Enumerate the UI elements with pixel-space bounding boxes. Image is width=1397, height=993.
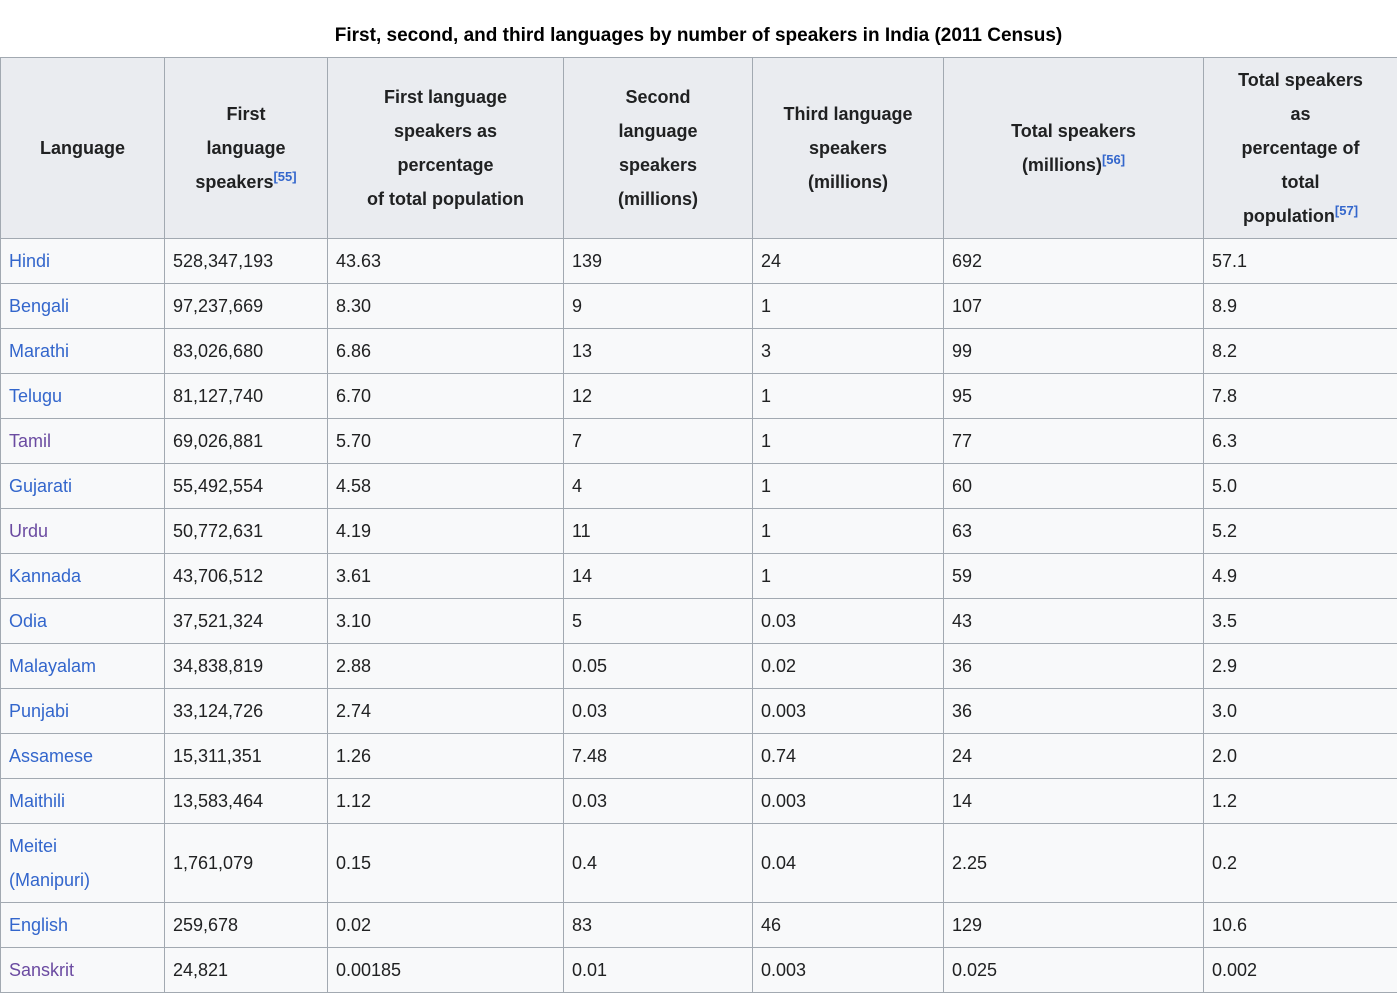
language-link[interactable]: [9, 341, 69, 361]
language-cell: [1, 464, 165, 509]
table-row: [1, 903, 1397, 948]
language-cell: [1, 824, 165, 903]
language-link-line: Telugu: [9, 386, 62, 406]
language-link-line: Marathi: [9, 341, 69, 361]
table-row: [1, 374, 1397, 419]
table-row: [1, 599, 1397, 644]
data-cell-total-speakers-percentage: 5.0: [1204, 464, 1397, 509]
language-link[interactable]: [9, 476, 72, 496]
data-cell-total-speakers: 59: [944, 554, 1204, 599]
data-cell-third-language-speakers: 0.02: [753, 644, 944, 689]
data-cell-first-language-speakers-percentage: 3.10: [328, 599, 564, 644]
data-cell-total-speakers: 24: [944, 734, 1204, 779]
language-link-line: Maithili: [9, 791, 65, 811]
table-row: [1, 419, 1397, 464]
data-cell-total-speakers: 63: [944, 509, 1204, 554]
data-cell-total-speakers-percentage: 5.2: [1204, 509, 1397, 554]
data-cell-total-speakers: 36: [944, 689, 1204, 734]
data-cell-total-speakers-percentage: 6.3: [1204, 419, 1397, 464]
header-line: (millions): [572, 182, 744, 216]
language-cell: [1, 644, 165, 689]
data-cell-first-language-speakers: 34,838,819: [165, 644, 328, 689]
data-cell-third-language-speakers: 0.003: [753, 779, 944, 824]
language-cell: [1, 239, 165, 284]
language-link-line: Hindi: [9, 251, 50, 271]
data-cell-second-language-speakers: 7: [564, 419, 753, 464]
data-cell-second-language-speakers: 0.03: [564, 779, 753, 824]
language-cell: [1, 374, 165, 419]
language-link[interactable]: [9, 386, 62, 406]
language-cell: [1, 329, 165, 374]
data-cell-total-speakers: 129: [944, 903, 1204, 948]
data-cell-first-language-speakers: 83,026,680: [165, 329, 328, 374]
data-cell-third-language-speakers: 1: [753, 509, 944, 554]
data-cell-first-language-speakers-percentage: 43.63: [328, 239, 564, 284]
header-row: [1, 58, 1397, 239]
language-cell: [1, 779, 165, 824]
data-cell-total-speakers-percentage: 4.9: [1204, 554, 1397, 599]
language-link[interactable]: [9, 656, 96, 676]
data-cell-second-language-speakers: 13: [564, 329, 753, 374]
table-row: [1, 329, 1397, 374]
table-row: [1, 554, 1397, 599]
data-cell-second-language-speakers: 139: [564, 239, 753, 284]
data-cell-total-speakers-percentage: 0.2: [1204, 824, 1397, 903]
data-cell-first-language-speakers: 1,761,079: [165, 824, 328, 903]
table-header: [1, 58, 1397, 239]
language-link-line: Bengali: [9, 296, 69, 316]
data-cell-first-language-speakers-percentage: 0.00185: [328, 948, 564, 993]
data-cell-first-language-speakers-percentage: 1.12: [328, 779, 564, 824]
data-cell-third-language-speakers: 0.04: [753, 824, 944, 903]
reference-link[interactable]: [57]: [1335, 203, 1358, 218]
data-cell-third-language-speakers: 1: [753, 464, 944, 509]
data-cell-total-speakers-percentage: 57.1: [1204, 239, 1397, 284]
data-cell-first-language-speakers-percentage: 5.70: [328, 419, 564, 464]
page: [0, 25, 1397, 993]
language-link[interactable]: [9, 296, 69, 316]
data-cell-third-language-speakers: 46: [753, 903, 944, 948]
data-cell-total-speakers: 95: [944, 374, 1204, 419]
data-cell-first-language-speakers-percentage: 4.19: [328, 509, 564, 554]
language-link[interactable]: [9, 746, 93, 766]
header-line: speakers: [761, 131, 935, 165]
data-cell-second-language-speakers: 0.01: [564, 948, 753, 993]
column-header-language: [1, 58, 165, 239]
language-link[interactable]: [9, 251, 50, 271]
table-row: [1, 644, 1397, 689]
data-cell-total-speakers: 0.025: [944, 948, 1204, 993]
data-cell-total-speakers-percentage: 8.9: [1204, 284, 1397, 329]
data-cell-second-language-speakers: 0.05: [564, 644, 753, 689]
languages-table: [0, 57, 1397, 993]
data-cell-first-language-speakers-percentage: 6.86: [328, 329, 564, 374]
language-link-line: Gujarati: [9, 476, 72, 496]
data-cell-second-language-speakers: 5: [564, 599, 753, 644]
header-line: percentage: [336, 148, 555, 182]
table-row: [1, 824, 1397, 903]
header-line: of total population: [336, 182, 555, 216]
column-header-third-language-speakers: [753, 58, 944, 239]
language-link[interactable]: [9, 915, 68, 935]
table-caption: First, second, and third languages by number of speakers in India (2011 Census): [0, 25, 1397, 47]
data-cell-second-language-speakers: 0.4: [564, 824, 753, 903]
data-cell-first-language-speakers: 81,127,740: [165, 374, 328, 419]
language-link[interactable]: [9, 566, 81, 586]
data-cell-first-language-speakers: 528,347,193: [165, 239, 328, 284]
data-cell-first-language-speakers: 97,237,669: [165, 284, 328, 329]
data-cell-second-language-speakers: 11: [564, 509, 753, 554]
language-cell: [1, 419, 165, 464]
data-cell-third-language-speakers: 0.74: [753, 734, 944, 779]
data-cell-second-language-speakers: 4: [564, 464, 753, 509]
language-cell: [1, 734, 165, 779]
data-cell-second-language-speakers: 9: [564, 284, 753, 329]
header-line: as: [1212, 97, 1389, 131]
language-link[interactable]: [9, 836, 90, 890]
header-line: First: [173, 97, 319, 131]
data-cell-third-language-speakers: 1: [753, 419, 944, 464]
header-line: (millions): [761, 165, 935, 199]
data-cell-total-speakers-percentage: 2.9: [1204, 644, 1397, 689]
data-cell-total-speakers-percentage: 0.002: [1204, 948, 1397, 993]
data-cell-third-language-speakers: 24: [753, 239, 944, 284]
language-link-line: English: [9, 915, 68, 935]
data-cell-total-speakers: 60: [944, 464, 1204, 509]
header-line: Total speakers: [952, 114, 1195, 148]
language-link[interactable]: [9, 521, 48, 541]
data-cell-total-speakers: 43: [944, 599, 1204, 644]
data-cell-first-language-speakers: 55,492,554: [165, 464, 328, 509]
header-line: language: [572, 114, 744, 148]
data-cell-first-language-speakers-percentage: 0.02: [328, 903, 564, 948]
header-line: speakers: [572, 148, 744, 182]
data-cell-first-language-speakers-percentage: 3.61: [328, 554, 564, 599]
header-line: speakers[55]: [173, 165, 319, 199]
reference-link[interactable]: [56]: [1102, 152, 1125, 167]
data-cell-total-speakers-percentage: 3.5: [1204, 599, 1397, 644]
data-cell-total-speakers-percentage: 1.2: [1204, 779, 1397, 824]
data-cell-first-language-speakers-percentage: 6.70: [328, 374, 564, 419]
data-cell-first-language-speakers-percentage: 1.26: [328, 734, 564, 779]
language-link-line: (Manipuri): [9, 870, 90, 890]
language-cell: [1, 599, 165, 644]
data-cell-total-speakers: 77: [944, 419, 1204, 464]
header-line: (millions)[56]: [952, 148, 1195, 182]
data-cell-third-language-speakers: 1: [753, 554, 944, 599]
data-cell-first-language-speakers: 43,706,512: [165, 554, 328, 599]
language-link[interactable]: [9, 431, 51, 451]
data-cell-first-language-speakers: 13,583,464: [165, 779, 328, 824]
data-cell-second-language-speakers: 7.48: [564, 734, 753, 779]
table-row: [1, 948, 1397, 993]
data-cell-third-language-speakers: 0.003: [753, 689, 944, 734]
table-row: [1, 779, 1397, 824]
data-cell-total-speakers: 107: [944, 284, 1204, 329]
language-link-line: Urdu: [9, 521, 48, 541]
language-link[interactable]: [9, 701, 69, 721]
header-line: percentage of: [1212, 131, 1389, 165]
data-cell-second-language-speakers: 14: [564, 554, 753, 599]
header-line: total: [1212, 165, 1389, 199]
data-cell-total-speakers: 36: [944, 644, 1204, 689]
language-link-line: Punjabi: [9, 701, 69, 721]
table-row: [1, 509, 1397, 554]
data-cell-total-speakers: 14: [944, 779, 1204, 824]
data-cell-total-speakers: 2.25: [944, 824, 1204, 903]
data-cell-first-language-speakers: 50,772,631: [165, 509, 328, 554]
data-cell-first-language-speakers: 259,678: [165, 903, 328, 948]
column-header-total-speakers-percentage: [1204, 58, 1397, 239]
language-cell: [1, 903, 165, 948]
language-link[interactable]: [9, 791, 65, 811]
data-cell-second-language-speakers: 83: [564, 903, 753, 948]
column-header-total-speakers: [944, 58, 1204, 239]
data-cell-first-language-speakers-percentage: 2.88: [328, 644, 564, 689]
data-cell-total-speakers-percentage: 3.0: [1204, 689, 1397, 734]
language-link[interactable]: [9, 611, 47, 631]
data-cell-third-language-speakers: 1: [753, 284, 944, 329]
language-link-line: Assamese: [9, 746, 93, 766]
data-cell-first-language-speakers: 24,821: [165, 948, 328, 993]
header-line: Language: [9, 131, 156, 165]
column-header-second-language-speakers: [564, 58, 753, 239]
table-row: [1, 464, 1397, 509]
table-row: [1, 734, 1397, 779]
table-body: [1, 239, 1397, 993]
table-row: [1, 239, 1397, 284]
language-link-line: Odia: [9, 611, 47, 631]
data-cell-first-language-speakers: 33,124,726: [165, 689, 328, 734]
language-link-line: Meitei: [9, 836, 57, 856]
data-cell-first-language-speakers: 15,311,351: [165, 734, 328, 779]
header-line: Second: [572, 80, 744, 114]
header-line: speakers as: [336, 114, 555, 148]
data-cell-first-language-speakers-percentage: 0.15: [328, 824, 564, 903]
table-row: [1, 689, 1397, 734]
data-cell-total-speakers: 99: [944, 329, 1204, 374]
header-line: population[57]: [1212, 199, 1389, 233]
data-cell-total-speakers-percentage: 8.2: [1204, 329, 1397, 374]
reference-link[interactable]: [55]: [273, 169, 296, 184]
language-link-line: Sanskrit: [9, 960, 74, 980]
language-cell: [1, 554, 165, 599]
data-cell-first-language-speakers-percentage: 2.74: [328, 689, 564, 734]
language-link[interactable]: [9, 960, 74, 980]
data-cell-first-language-speakers-percentage: 4.58: [328, 464, 564, 509]
data-cell-first-language-speakers: 69,026,881: [165, 419, 328, 464]
language-link-line: Malayalam: [9, 656, 96, 676]
language-cell: [1, 948, 165, 993]
column-header-first-language-speakers: [165, 58, 328, 239]
header-line: Total speakers: [1212, 63, 1389, 97]
header-line: language: [173, 131, 319, 165]
header-line: Third language: [761, 97, 935, 131]
data-cell-third-language-speakers: 3: [753, 329, 944, 374]
data-cell-first-language-speakers-percentage: 8.30: [328, 284, 564, 329]
language-link-line: Tamil: [9, 431, 51, 451]
table-row: [1, 284, 1397, 329]
language-cell: [1, 509, 165, 554]
data-cell-second-language-speakers: 0.03: [564, 689, 753, 734]
header-line: First language: [336, 80, 555, 114]
language-cell: [1, 284, 165, 329]
data-cell-third-language-speakers: 0.03: [753, 599, 944, 644]
language-link-line: Kannada: [9, 566, 81, 586]
data-cell-total-speakers-percentage: 7.8: [1204, 374, 1397, 419]
language-cell: [1, 689, 165, 734]
data-cell-third-language-speakers: 0.003: [753, 948, 944, 993]
data-cell-total-speakers: 692: [944, 239, 1204, 284]
data-cell-total-speakers-percentage: 10.6: [1204, 903, 1397, 948]
column-header-first-language-speakers-percentage: [328, 58, 564, 239]
data-cell-first-language-speakers: 37,521,324: [165, 599, 328, 644]
data-cell-total-speakers-percentage: 2.0: [1204, 734, 1397, 779]
data-cell-second-language-speakers: 12: [564, 374, 753, 419]
data-cell-third-language-speakers: 1: [753, 374, 944, 419]
